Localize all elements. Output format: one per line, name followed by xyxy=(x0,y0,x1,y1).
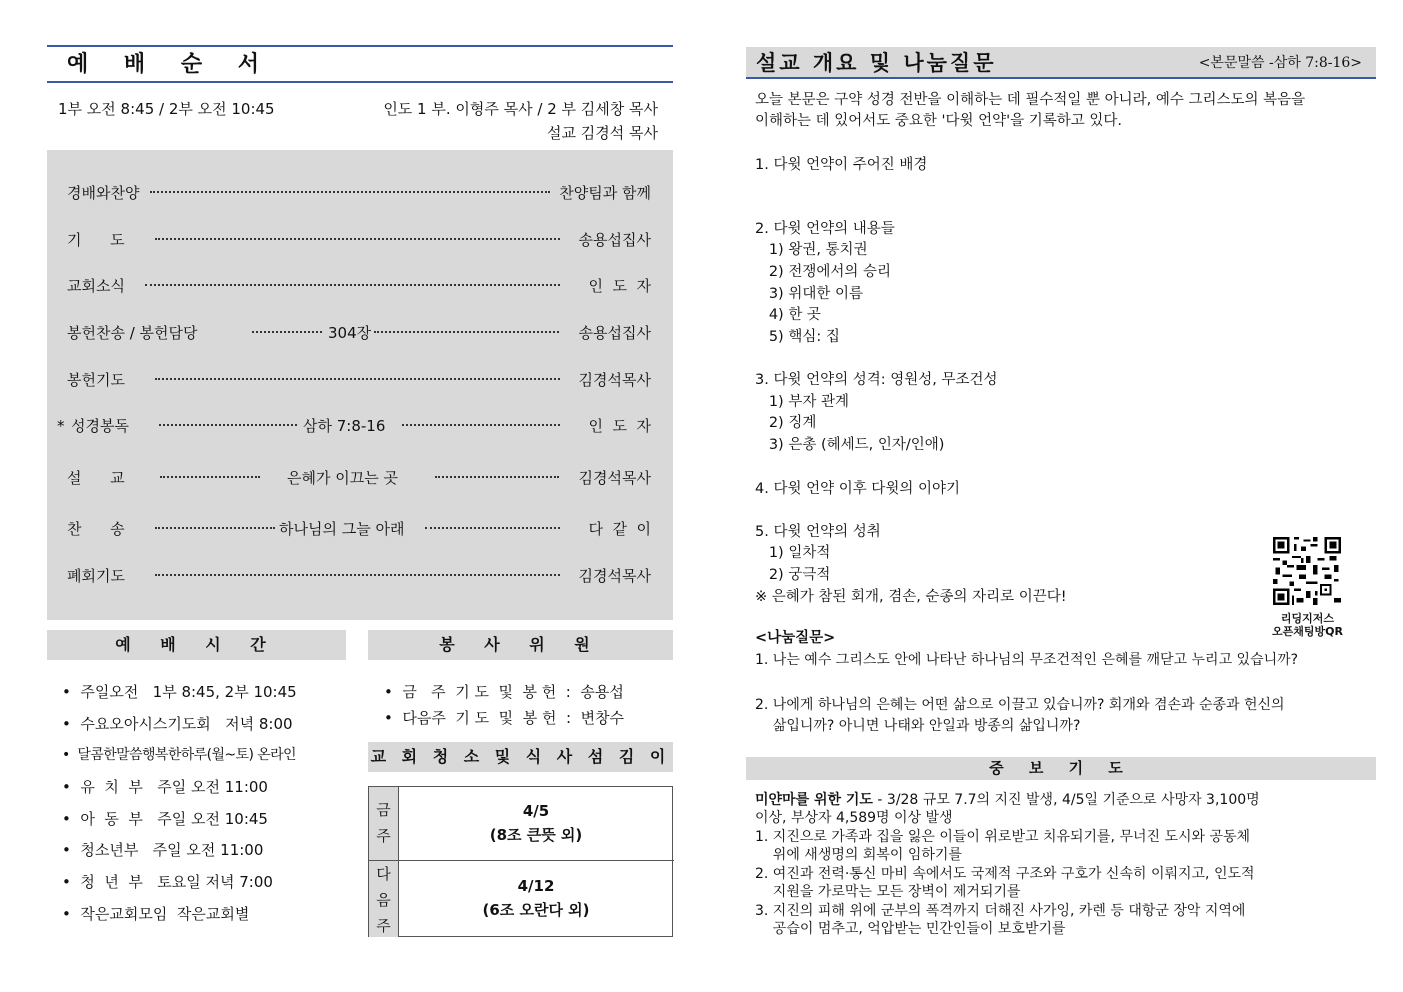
qr-caption-line: 오픈채팅방QR xyxy=(1272,625,1343,638)
order-row xyxy=(47,562,673,590)
outline-item: 3. 다윗 언약의 성격: 영원성, 무조건성 xyxy=(755,372,998,388)
intercession-header: 중 보 기 도 xyxy=(746,757,1376,780)
order-row xyxy=(47,366,673,394)
order-person: 송용섭집사 xyxy=(578,324,651,342)
share-title: <나눔질문> xyxy=(755,630,836,646)
order-label: 찬 송 xyxy=(67,520,125,538)
order-person: 인 도 자 xyxy=(588,417,651,435)
outline-item: 2. 다윗 언약의 내용들 xyxy=(755,221,895,237)
outline-item: 5) 핵심: 집 xyxy=(755,329,840,345)
list-item: • 금 주 기 도 및 봉 헌 : 송용섭 xyxy=(384,683,624,701)
clean-header: 교 회 청 소 및 식 사 섬 김 이 xyxy=(368,742,673,772)
order-person: 송용섭집사 xyxy=(578,231,651,249)
preacher: 설교 김경석 목사 xyxy=(547,124,658,142)
clean-table xyxy=(368,786,673,937)
order-row xyxy=(47,412,673,440)
order-row xyxy=(47,226,673,254)
order-label: 경배와찬양 xyxy=(67,184,140,202)
qr-caption xyxy=(1250,612,1365,638)
clean-group: (8조 큰뜻 외) xyxy=(489,826,583,844)
intro-line: 오늘 본문은 구약 성경 전반을 이해하는 데 필수적일 뿐 아니라, 예수 그리스도의 복음을 xyxy=(755,92,1306,108)
prayer-item: 위에 새생명의 회복이 임하기를 xyxy=(755,847,962,863)
service-leaders: 인도 1 부. 이형주 목사 / 2 부 김세창 목사 xyxy=(383,100,658,118)
clean-group: (6조 오란다 외) xyxy=(482,901,590,919)
outline-item: 3) 위대한 이름 xyxy=(755,286,863,302)
order-label: 교회소식 xyxy=(67,277,125,295)
sermon-outline-header xyxy=(746,47,1376,79)
outline-item: 1) 부자 관계 xyxy=(755,394,849,410)
outline-item: 2) 궁극적 xyxy=(755,567,831,583)
week-char: 음 xyxy=(376,891,391,909)
order-detail: 하나님의 그늘 아래 xyxy=(279,520,405,538)
order-person: 김경석목사 xyxy=(578,469,651,487)
order-row xyxy=(47,319,673,347)
order-person: 다 같 이 xyxy=(588,520,651,538)
list-item: • 작은교회모임 작은교회별 xyxy=(62,905,250,923)
outline-item: 1. 다윗 언약이 주어진 배경 xyxy=(755,157,928,173)
week-char: 금 xyxy=(376,801,391,819)
prayer-item: 1. 지진으로 가족과 집을 잃은 이들이 위로받고 치유되기를, 무너진 도시와 공동체 xyxy=(755,829,1251,845)
order-label: 성경봉독 xyxy=(71,417,129,435)
qr-caption-line: 리딩지저스 xyxy=(1280,612,1335,625)
prayer-item: 지원을 가로막는 모든 장벽이 제거되기를 xyxy=(755,884,1021,900)
order-of-worship-title: 예 배 순 서 xyxy=(47,45,673,83)
prayer-item: 2. 여진과 전력·통신 마비 속에서도 국제적 구조와 구호가 신속히 이뤄지고, 인도적 xyxy=(755,866,1255,882)
share-question: 1. 나는 예수 그리스도 안에 나타난 하나님의 무조건적인 은혜를 깨닫고 누리고 있습니까? xyxy=(755,652,1299,668)
sermon-outline-title: 설교 개요 및 나눔질문 xyxy=(756,51,997,75)
order-label: 설 교 xyxy=(67,469,125,487)
outline-item: 5. 다윗 언약의 성취 xyxy=(755,524,881,540)
order-detail: 은혜가 이끄는 곳 xyxy=(287,469,398,487)
order-person: 김경석목사 xyxy=(578,567,651,585)
week-cell xyxy=(369,787,399,860)
service-times: 1부 오전 8:45 / 2부 오전 10:45 xyxy=(58,100,275,118)
prayer-item: 3. 지진의 피해 위에 군부의 폭격까지 더해진 사가잉, 카렌 등 대항군 장악 지역에 xyxy=(755,903,1246,919)
prayer-intro xyxy=(755,791,1260,810)
order-row xyxy=(47,272,673,300)
order-row xyxy=(47,464,673,492)
week-cell xyxy=(369,861,399,937)
serve-header: 봉 사 위 원 xyxy=(368,630,673,660)
outline-item: 4. 다윗 언약 이후 다윗의 이야기 xyxy=(755,481,960,497)
order-label: 기 도 xyxy=(67,231,125,249)
outline-item: 4) 한 곳 xyxy=(755,307,821,323)
list-item: • 청소년부 주일 오전 11:00 xyxy=(62,841,264,859)
clean-date: 4/12 xyxy=(517,877,555,895)
outline-note: ※ 은혜가 참된 회개, 겸손, 순종의 자리로 이끈다! xyxy=(755,589,1067,605)
list-item: • 다음주 기 도 및 봉 헌 : 변창수 xyxy=(384,709,625,727)
outline-item: 1) 일차적 xyxy=(755,545,831,561)
week-char: 주 xyxy=(376,917,391,935)
share-question: 삶입니까? 아니면 나태와 안일과 방종의 삶입니까? xyxy=(755,718,1081,734)
qr-code-icon[interactable] xyxy=(1273,537,1341,605)
outline-item: 2) 징계 xyxy=(755,415,817,431)
scripture-reference: <본문말씀 -삼하 7:8-16> xyxy=(1198,55,1362,71)
order-person: 찬양팀과 함께 xyxy=(559,184,651,202)
week-char: 다 xyxy=(376,865,391,883)
order-label: 봉헌기도 xyxy=(67,371,125,389)
worship-time-header: 예 배 시 간 xyxy=(47,630,346,660)
outline-item: 2) 전쟁에서의 승리 xyxy=(755,264,891,280)
order-row xyxy=(47,179,673,207)
list-item: • 유 치 부 주일 오전 11:00 xyxy=(62,778,268,796)
order-row xyxy=(47,515,673,543)
list-item: • 아 동 부 주일 오전 10:45 xyxy=(62,810,268,828)
week-char: 주 xyxy=(376,827,391,845)
prayer-lead: 미얀마를 위한 기도 xyxy=(755,792,873,808)
order-detail: 삼하 7:8-16 xyxy=(303,417,386,435)
order-detail: 304장 xyxy=(328,324,372,342)
list-item: • 청 년 부 토요일 저녁 7:00 xyxy=(62,873,273,891)
prayer-intro-text: 이상, 부상자 4,589명 이상 발생 xyxy=(755,810,953,826)
list-item: • 수요오아시스기도회 저녁 8:00 xyxy=(62,715,293,733)
outline-item: 1) 왕권, 통치권 xyxy=(755,242,868,258)
list-item: • 주일오전 1부 8:45, 2부 10:45 xyxy=(62,683,297,701)
clean-date: 4/5 xyxy=(522,802,550,820)
order-person: 김경석목사 xyxy=(578,371,651,389)
list-item: • 달콤한말씀행복한하루(월~토) 온라인 xyxy=(62,747,296,763)
order-person: 인 도 자 xyxy=(588,277,651,295)
prayer-item: 공습이 멈추고, 억압받는 민간인들이 보호받기를 xyxy=(755,921,1066,937)
order-star: * xyxy=(57,417,65,435)
order-label: 봉헌찬송 / 봉헌담당 xyxy=(67,324,198,342)
outline-item: 3) 은총 (헤세드, 인자/인애) xyxy=(755,437,945,453)
share-question: 2. 나에게 하나님의 은혜는 어떤 삶으로 이끌고 있습니까? 회개와 겸손과 순종과 헌신의 xyxy=(755,697,1285,713)
order-of-worship-box xyxy=(47,150,673,620)
intro-line: 이해하는 데 있어서도 중요한 '다윗 언약'을 기록하고 있다. xyxy=(755,113,1123,129)
order-label: 폐회기도 xyxy=(67,567,125,585)
prayer-intro-text: - 3/28 규모 7.7의 지진 발생, 4/5일 기준으로 사망자 3,100명 xyxy=(872,792,1260,808)
